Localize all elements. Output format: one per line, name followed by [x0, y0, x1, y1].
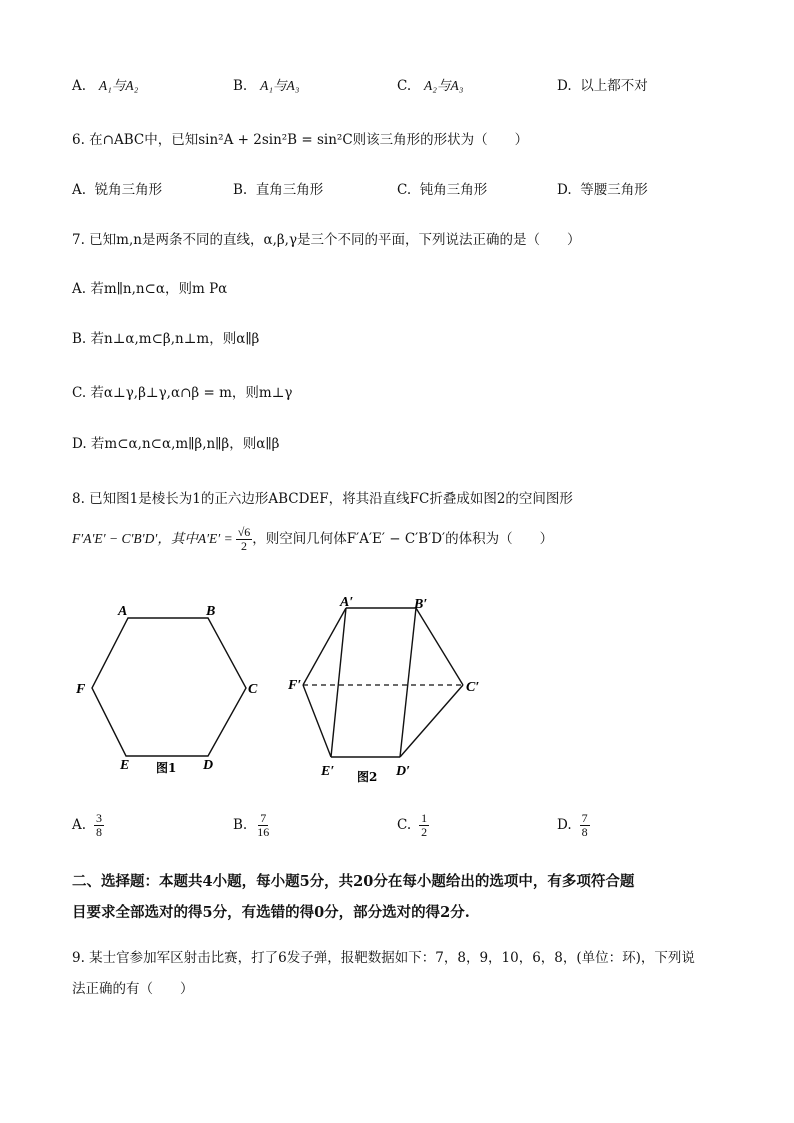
q6-option-c[interactable]: C. 钝角三角形	[397, 182, 488, 198]
figure2-solid	[287, 595, 479, 784]
section2-heading-line2: 目要求全部选对的得5分，有选错的得0分，部分选对的得2分.	[72, 904, 470, 921]
fig1-label-d: D	[203, 758, 214, 773]
q5-option-d[interactable]: D. 以上都不对	[557, 78, 648, 94]
fig1-label-c: C	[248, 682, 258, 697]
q8-option-d[interactable]: D. $\frac{7}{8}$	[557, 811, 588, 839]
q8-stem-line1: 8. 已知图1是棱长为1的正六边形ABCDEF，将其沿直线FC折叠成如图2的空间图形	[72, 491, 573, 507]
fig2-caption: 图2	[357, 770, 378, 784]
fig2-label-b: B′	[414, 597, 428, 612]
fig2-label-e: E′	[321, 764, 335, 779]
q6-option-b[interactable]: B. 直角三角形	[233, 182, 324, 198]
q6-stem: 6. 在∩ABC中，已知sin²A + 2sin²B = sin²C则该三角形的形状为（ ）	[72, 132, 529, 148]
q7-option-a[interactable]: A. 若m∥n,n⊂α，则m Pα	[72, 281, 228, 297]
q7-stem: 7. 已知m,n是两条不同的直线，α,β,γ是三个不同的平面，下列说法正确的是（ ）	[72, 232, 581, 248]
section2-heading-line1: 二、选择题：本题共4小题，每小题5分，共20分在每小题给出的选项中，有多项符合题	[72, 873, 635, 890]
q8-option-a[interactable]: A. $\frac{3}{8}$	[72, 811, 103, 839]
fig2-label-a: A′	[340, 595, 354, 610]
q8-stem-line2: F′A′E′ − C′B′D′，其中A′E′ = $\frac{√6}{2}$ ，则空间几何体F′A′E′ − C′B′D′的体积为（ ）	[72, 525, 554, 553]
hexagon-shape	[92, 618, 246, 756]
q8-fraction: $\frac{√6}{2}$	[237, 525, 251, 553]
q5-option-a[interactable]: A. A₁与A₂	[72, 78, 139, 94]
q5-option-b[interactable]: B. A₁与A₃	[233, 78, 300, 94]
q8-option-b[interactable]: B. $\frac{7}{16}$	[233, 811, 270, 839]
fig1-label-f: F	[76, 682, 86, 697]
q9-stem-line1: 9. 某士官参加军区射击比赛，打了6发子弹，报靶数据如下：7，8，9，10，6，8，(单位：环)，下列说	[72, 950, 695, 966]
fig1-label-e: E	[120, 758, 130, 773]
q7-option-c[interactable]: C. 若α⊥γ,β⊥γ,α∩β = m，则m⊥γ	[72, 385, 293, 401]
fig1-caption: 图1	[156, 761, 177, 775]
q9-stem-line2: 法正确的有（ ）	[72, 981, 194, 997]
q5-option-c[interactable]: C. A₂与A₃	[397, 78, 464, 94]
q7-option-b[interactable]: B. 若n⊥α,m⊂β,n⊥m，则α∥β	[72, 331, 260, 347]
fig2-label-c: C′	[466, 680, 480, 695]
q8-figures	[0, 585, 794, 785]
q8-option-c[interactable]: C. $\frac{1}{2}$	[397, 811, 428, 839]
q7-option-d[interactable]: D. 若m⊂α,n⊂α,m∥β,n∥β，则α∥β	[72, 436, 280, 452]
q6-option-a[interactable]: A. 锐角三角形	[72, 182, 163, 198]
fig1-label-b: B	[206, 604, 216, 619]
figure1-hexagon	[75, 604, 258, 775]
fig2-label-d: D′	[396, 764, 411, 779]
fig1-label-a: A	[118, 604, 128, 619]
q6-option-d[interactable]: D. 等腰三角形	[557, 182, 648, 198]
fig2-label-f: F′	[288, 678, 302, 693]
